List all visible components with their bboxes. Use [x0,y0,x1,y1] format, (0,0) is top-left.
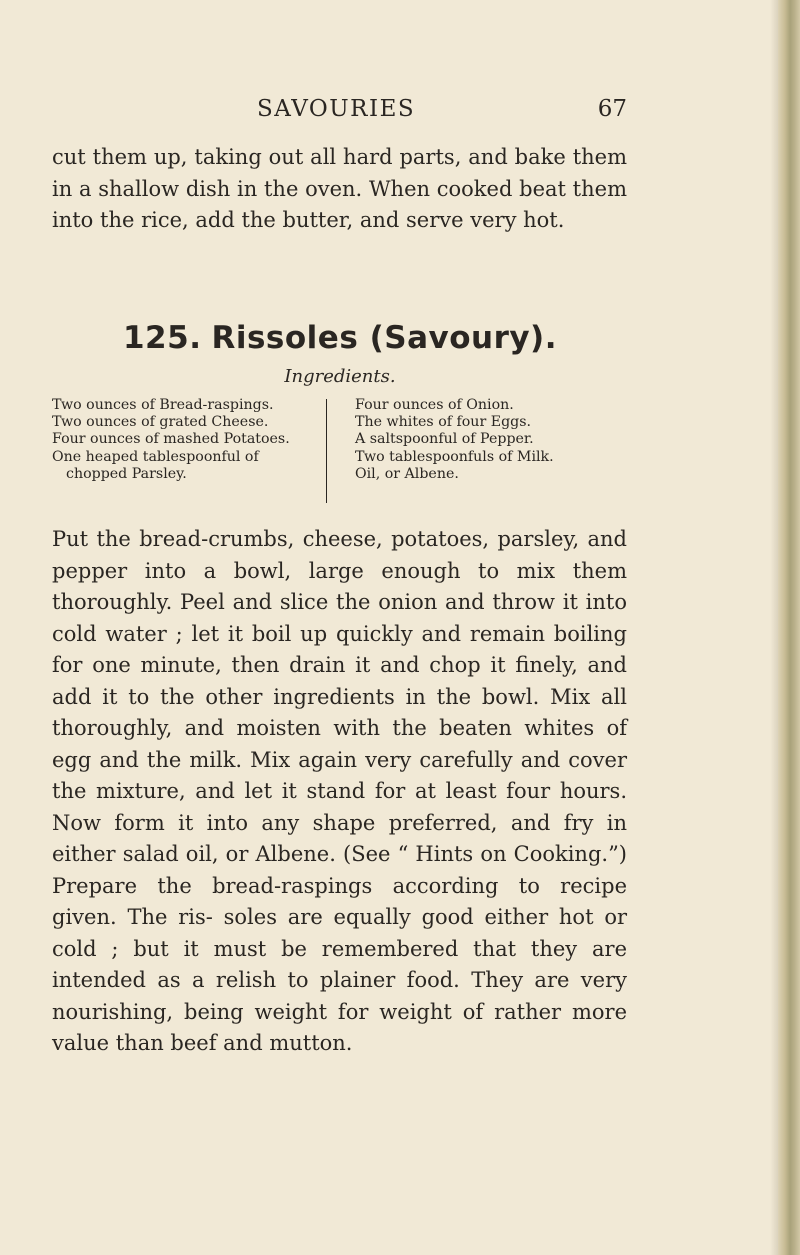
ingredients-heading: Ingredients. [284,366,396,387]
ingredient-item: Two ounces of grated Cheese. [52,414,269,431]
ingredients-divider [326,399,327,503]
running-head [257,96,627,136]
recipe-number: 125. [122,320,202,356]
ingredient-item: One heaped tablespoonful of [52,448,259,465]
page-edge [778,0,800,1255]
recipe-heading [0,320,680,356]
page-number: 67 [597,96,627,122]
ingredients-block [52,397,627,507]
ingredient-item: Four ounces of Onion. [355,397,514,413]
ingredients-right-column [355,397,630,483]
ingredient-item: Two ounces of Bread-raspings. [52,397,274,413]
page-gutter-shadow [770,0,778,1255]
ingredient-item: A saltspoonful of Pepper. [355,431,534,448]
ingredient-item: Four ounces of mashed Potatoes. [52,431,290,448]
recipe-title: Rissoles (Savoury). [211,320,558,356]
ingredient-item: Oil, or Albene. [355,465,459,482]
method-paragraph: Put the bread-crumbs, cheese, potatoes, parsley, and pepper into a bowl, large enough to mix them thoroughly. Peel and slice the onion and throw it into cold water ; let it boil up quickly and remain boiling for one minute, then drain it and chop it finely, and add it to the other ingredients in the bowl. Mix all thoroughly, and moisten with the beaten whites of egg and the milk. Mix again very carefully and cover the mixture, and let it stand for at least four hours. Now form it into any shape preferred, and fry in either salad oil, or Albene. (See “ Hints on Cooking.”) Prepare the bread-raspings according to recipe given. The ris- soles are equally good either hot or cold ; but it must be remembered that they are intended as a relish to plainer food. They are very nourishing, being weight for weight of rather more value than beef and mutton. [52,527,627,1055]
ingredient-item: The whites of four Eggs. [355,414,532,431]
ingredient-item-continuation: chopped Parsley. [66,465,187,482]
intro-paragraph: cut them up, taking out all hard parts, and bake them in a shallow dish in the oven. When cooked beat them into the rice, add the butter, and serve very hot. [52,145,627,232]
ingredient-item: Two tablespoonfuls of Milk. [355,448,554,465]
ingredients-left-column [52,397,322,483]
running-title: SAVOURIES [257,96,416,122]
